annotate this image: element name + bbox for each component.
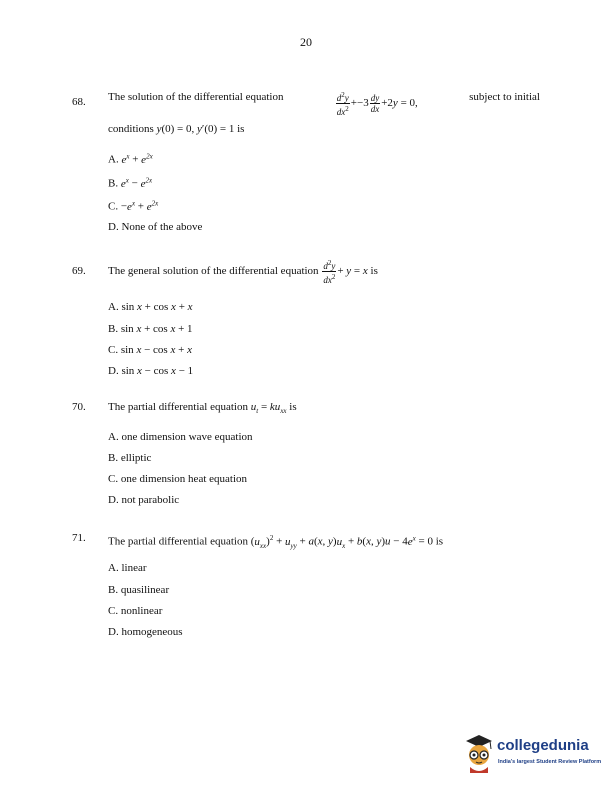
collegedunia-logo[interactable] bbox=[462, 733, 602, 777]
question-71-number: 71. bbox=[72, 532, 86, 544]
question-69-option-b[interactable]: B. sin x + cos x + 1 bbox=[108, 323, 193, 335]
question-70-text-after: is bbox=[289, 401, 297, 413]
question-71-text: The partial differential equation bbox=[108, 535, 248, 548]
question-70-option-d[interactable]: D. not parabolic bbox=[108, 494, 180, 506]
logo-tagline: India's largest Student Review Platform bbox=[498, 759, 602, 765]
question-69-text: The general solution of the differential equation bbox=[108, 265, 319, 278]
question-68-line1 bbox=[108, 90, 540, 117]
question-68-text-after: subject to initial bbox=[469, 91, 540, 103]
question-70-option-c[interactable]: C. one dimension heat equation bbox=[108, 473, 248, 485]
question-69-option-c[interactable]: C. sin x − cos x + x bbox=[108, 344, 192, 356]
question-70-line1: The partial differential equation $u_t = ku_{xx}$ is bbox=[108, 401, 297, 416]
question-71-text-after: is bbox=[435, 535, 444, 548]
question-70-number: 70. bbox=[72, 401, 86, 413]
mascot-icon bbox=[462, 733, 496, 775]
question-71-option-a[interactable]: A. linear bbox=[108, 562, 147, 574]
question-68-option-c[interactable]: C. $-e^x + e^{2x}$ bbox=[108, 199, 159, 213]
logo-name: collegedunia bbox=[497, 737, 589, 754]
question-70-option-a[interactable]: A. one dimension wave equation bbox=[108, 431, 253, 443]
question-71-line1: The partial differential equation $(u_{xx})^2 + u_{yy} + a(x$, $y)u_x + b(x$, $y)u - 4e^x = 0$ is bbox=[108, 534, 444, 550]
question-68-line2: conditions y(0) = 0, y′(0) = 1 is bbox=[108, 123, 245, 135]
question-71-option-c[interactable]: C. nonlinear bbox=[108, 605, 163, 617]
question-69-option-a[interactable]: A. sin x + cos x + x bbox=[108, 301, 193, 313]
question-68-text: The solution of the differential equation bbox=[108, 91, 284, 103]
question-68-option-a[interactable]: A. $e^x + e^{2x}$ bbox=[108, 152, 153, 166]
question-69-line1: The general solution of the differential equation $\frac{d^2y}{dx^2}$ + y = x is bbox=[108, 259, 378, 285]
question-68-equation: $\frac{d^2y}{dx^2}$ +−3 $\frac{dy}{dx}$ +2y = 0, bbox=[336, 91, 418, 117]
question-68-option-d[interactable]: D. None of the above bbox=[108, 221, 203, 233]
question-70-option-b[interactable]: B. elliptic bbox=[108, 452, 152, 464]
question-71-option-b[interactable]: B. quasilinear bbox=[108, 584, 170, 596]
question-71-option-d[interactable]: D. homogeneous bbox=[108, 626, 183, 638]
page-number: 20 bbox=[300, 35, 312, 49]
question-68-number: 68. bbox=[72, 96, 86, 108]
question-69-text-after: is bbox=[370, 265, 378, 278]
question-70-text: The partial differential equation bbox=[108, 401, 248, 413]
question-69-number: 69. bbox=[72, 265, 86, 277]
question-68-option-b[interactable]: B. $e^x - e^{2x}$ bbox=[108, 176, 153, 190]
question-69-option-d[interactable]: D. sin x − cos x − 1 bbox=[108, 365, 194, 377]
